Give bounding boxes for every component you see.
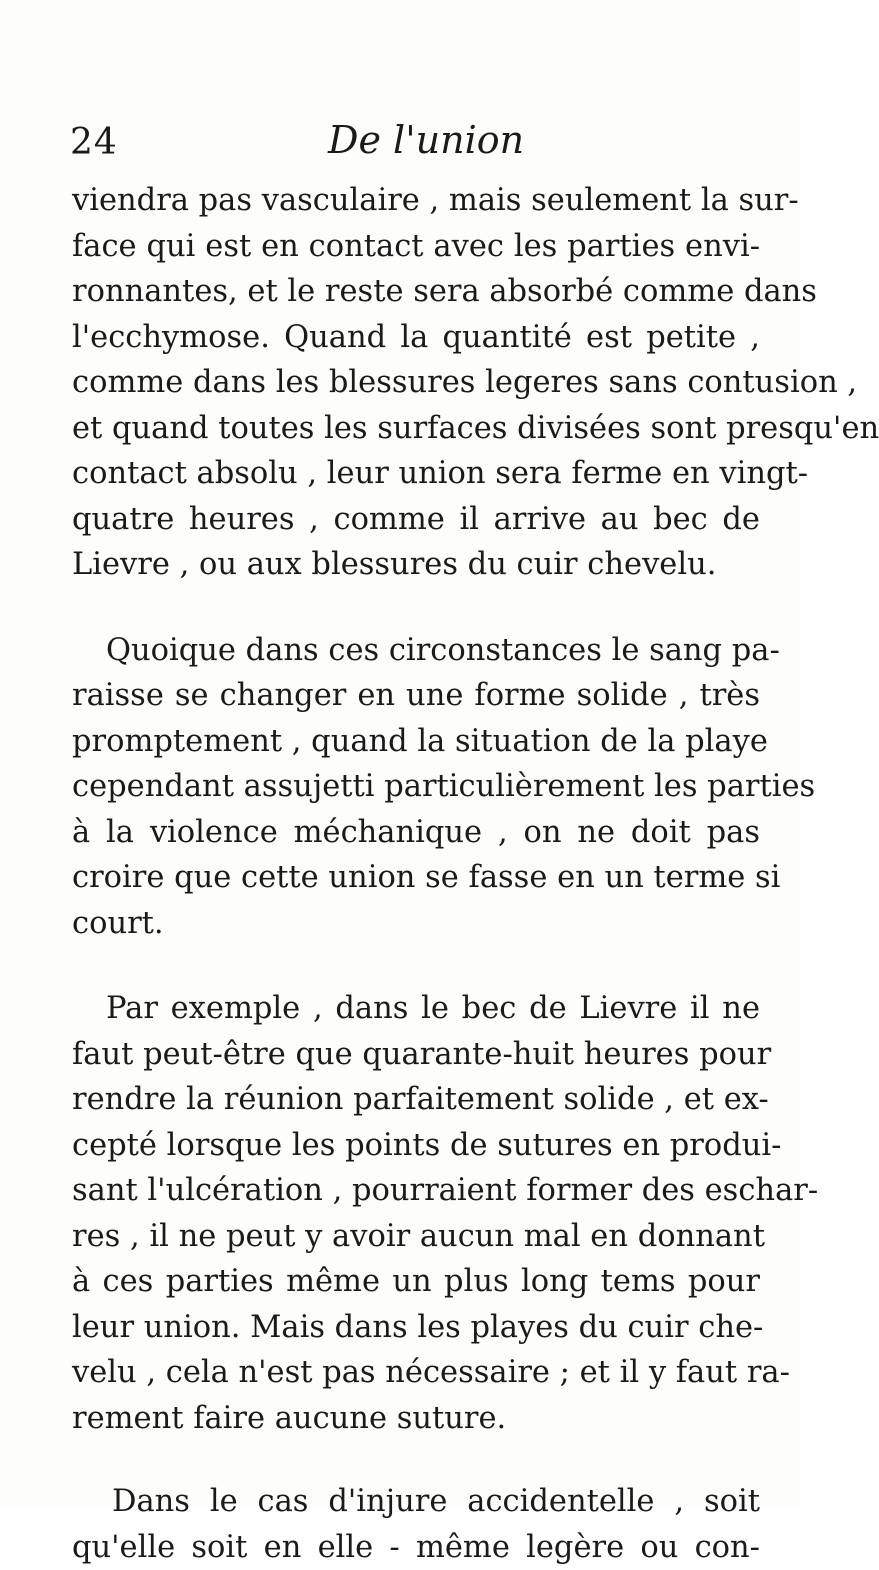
text-line: faut peut-être que quarante-huit heures pour	[72, 1032, 760, 1078]
text-line: Lievre , ou aux blessures du cuir chevelu.	[72, 542, 760, 588]
text-line: comme dans les blessures legeres sans contusion ,	[72, 360, 760, 406]
text-line: et quand toutes les surfaces divisées sont presqu'en	[72, 406, 760, 452]
text-line: qu'elle soit en elle - même legère ou con-	[72, 1525, 760, 1570]
paragraph-1	[72, 178, 760, 588]
text-line: cepté lorsque les points de sutures en produi-	[72, 1123, 760, 1169]
text-line: velu , cela n'est pas nécessaire ; et il y faut ra-	[72, 1350, 760, 1396]
text-line: viendra pas vasculaire , mais seulement la sur-	[72, 178, 760, 224]
text-line: promptement , quand la situation de la playe	[72, 719, 760, 765]
text-line: cependant assujetti particulièrement les parties	[72, 764, 760, 810]
text-line: Dans le cas d'injure accidentelle , soit	[72, 1479, 760, 1525]
text-line: quatre heures , comme il arrive au bec de	[72, 497, 760, 543]
paragraph-gap	[72, 588, 760, 628]
text-line: à ces parties même un plus long tems pour	[72, 1259, 760, 1305]
paragraph-3	[72, 986, 760, 1441]
text-line: sant l'ulcération , pourraient former des eschar-	[72, 1168, 760, 1214]
paragraph-4	[72, 1479, 760, 1570]
text-line: l'ecchymose. Quand la quantité est petite ,	[72, 315, 760, 361]
text-line: Par exemple , dans le bec de Lievre il ne	[72, 986, 760, 1032]
running-head: De l'union	[328, 118, 524, 162]
text-line: face qui est en contact avec les parties envi-	[72, 224, 760, 270]
paragraph-gap	[72, 946, 760, 986]
paragraph-gap	[72, 1441, 760, 1479]
text-line: ronnantes, et le reste sera absorbé comme dans	[72, 269, 760, 315]
text-line: rendre la réunion parfaitement solide , et ex-	[72, 1077, 760, 1123]
text-line: à la violence méchanique , on ne doit pas	[72, 810, 760, 856]
text-line: court.	[72, 901, 760, 947]
paragraph-2	[72, 628, 760, 947]
page-number: 24	[70, 122, 118, 163]
text-line: raisse se changer en une forme solide , très	[72, 673, 760, 719]
page-header	[70, 118, 770, 168]
text-line: contact absolu , leur union sera ferme en vingt-	[72, 451, 760, 497]
text-line: leur union. Mais dans les playes du cuir che-	[72, 1305, 760, 1351]
text-line: Quoique dans ces circonstances le sang pa-	[72, 628, 760, 674]
text-line: res , il ne peut y avoir aucun mal en donnant	[72, 1214, 760, 1260]
body-text	[72, 178, 760, 1570]
text-line: croire que cette union se fasse en un terme si	[72, 855, 760, 901]
text-line: rement faire aucune suture.	[72, 1396, 760, 1442]
